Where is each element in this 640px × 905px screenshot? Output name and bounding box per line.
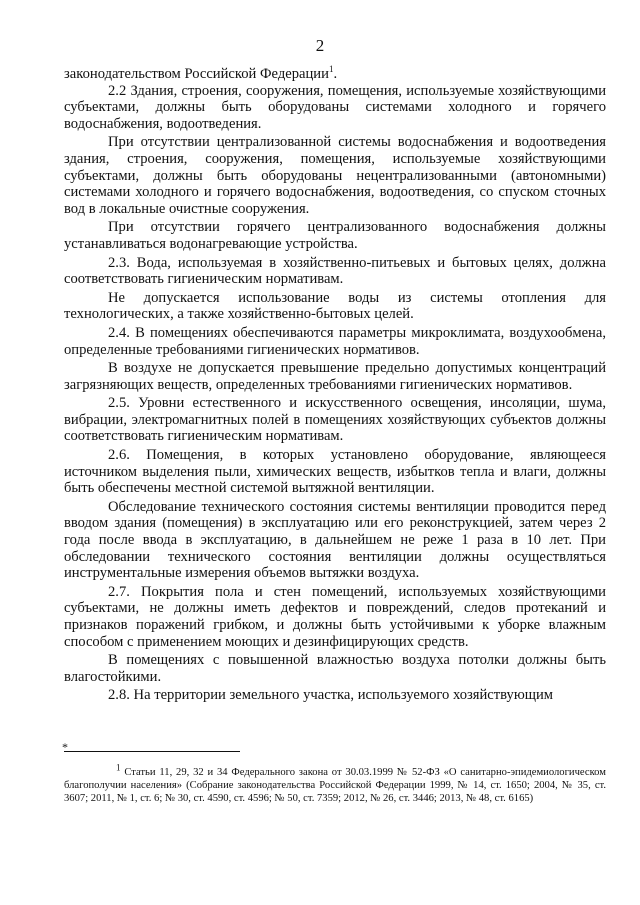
paragraph: При отсутствии централизованной системы водоснабжения и водоотведения здания, строения, сооружения, помещения, используемые хозяйствующими субъектами, должны быть оборудованы нецентрализованными (автономными) системами холодного и горячего водоснабжения, водоотведения, со спуском сточных вод в локальные очистные сооружения. xyxy=(64,134,606,217)
paragraph: При отсутствии горячего централизованного водоснабжения должны устанавливаться водонагревающие устройства. xyxy=(64,219,606,252)
footnote-reference: 1 xyxy=(328,64,334,75)
document-body xyxy=(64,66,606,704)
footnote-separator xyxy=(64,751,240,752)
footnote xyxy=(64,762,606,806)
footnote-text: Статьи 11, 29, 32 и 34 Федерального закона от 30.03.1999 № 52-ФЗ «О санитарно-эпидемиологическом благополучии населения» (Собрание законодательства Российской Федерации 1999, № 14, ст. 1650; 2004, № 35, ст. 3607; 2011, № 1, ст. 6; № 30, ст. 4590, ст. 4596; № 50, ст. 7359; 2012, № 26, ст. 3446; 2013, № 48, ст. 6165) xyxy=(64,767,606,805)
paragraph: Не допускается использование воды из системы отопления для технологических, а также хозяйственно-бытовых целей. xyxy=(64,289,606,323)
paragraph-text: законодательством Российской Федерации xyxy=(64,66,329,82)
paragraph: В помещениях с повышенной влажностью воздуха потолки должны быть влагостойкими. xyxy=(64,652,606,685)
footnote-separator-mark: * xyxy=(62,740,68,754)
paragraph: 2.8. На территории земельного участка, используемого хозяйствующим xyxy=(108,687,554,704)
paragraph: 2.5. Уровни естественного и искусственного освещения, инсоляции, шума, вибрации, электромагнитных полей в помещениях хозяйствующих субъектов должны соответствовать гигиеническим нормативам. xyxy=(64,395,606,445)
paragraph: законодательством Российской Федерации$^1$. xyxy=(64,64,338,82)
paragraph: 2.7. Покрытия пола и стен помещений, используемых хозяйствующими субъектами, не должны иметь дефектов и повреждений, следов протеканий и признаков поражений грибком, и должны быть устойчивыми к уборке влажным способом с применением моющих и дезинфицирующих средств. xyxy=(64,583,606,650)
footnote-number: 1 xyxy=(116,762,121,773)
paragraph: 2.6. Помещения, в которых установлено оборудование, являющееся источником выделения пыли, химических веществ, избытков тепла и влаги, должны быть обеспечены местной системой вытяжной вентиляции. xyxy=(64,447,606,497)
paragraph: В воздухе не допускается превышение предельно допустимых концентраций загрязняющих веществ, определенных требованиями гигиенических нормативов. xyxy=(64,360,606,393)
paragraph: Обследование технического состояния системы вентиляции проводится перед вводом здания (помещения) в эксплуатацию или его реконструкцией, затем через 2 года после ввода в эксплуатацию, в дальнейшем не реже 1 раза в 10 лет. При обследовании технического состояния вентиляции должны осуществляться инструментальные измерения объемов вытяжки воздуха. xyxy=(64,498,606,582)
paragraph: 2.3. Вода, используемая в хозяйственно-питьевых и бытовых целях, должна соответствовать гигиеническим нормативам. xyxy=(64,254,606,288)
page-number: 2 xyxy=(315,36,325,55)
paragraph: 2.2 Здания, строения, сооружения, помещения, используемые хозяйствующими субъектами, должны быть оборудованы системами холодного и горячего водоснабжения, водоотведения. xyxy=(64,82,606,132)
paragraph: 2.4. В помещениях обеспечиваются параметры микроклимата, воздухообмена, определенные требованиями гигиенических нормативов. xyxy=(64,324,606,358)
